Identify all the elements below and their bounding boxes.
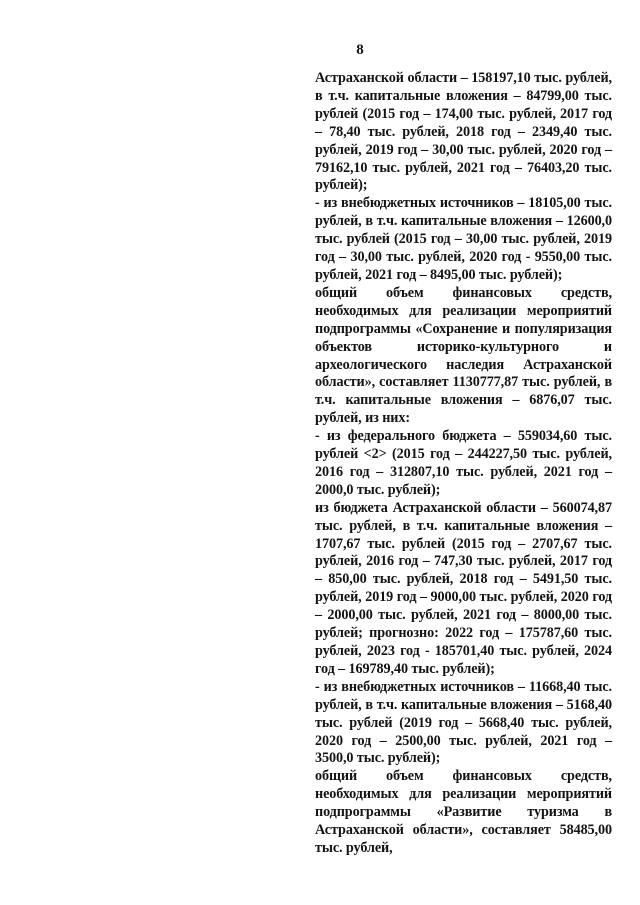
page-number: 8	[356, 42, 364, 58]
paragraph-oblast-budget: из бюджета Астраханской области – 560074,87 тыс. рублей, в т.ч. капитальные вложения – 1707,67 тыс. рублей (2015 год – 2707,67 тыс. рублей, 2016 год – 747,30 тыс. рублей, 2017 год – 850,00 тыс. рублей, 2018 год – 5491,50 тыс. рублей, 2019 год – 9000,00 тыс. рублей, 2020 год – 2000,00 тыс. рублей, 2021 год – 8000,00 тыс. рублей; прогнозно: 2022 год – 175787,60 тыс. рублей, 2023 год - 185701,40 тыс. рублей, 2024 год – 169789,40 тыс. рублей);	[315, 499, 612, 677]
paragraph-oblast-budget-continued: Астраханской области – 158197,10 тыс. рублей, в т.ч. капитальные вложения – 84799,00 тыс. рублей (2015 год – 174,00 тыс. рублей, 2017 год – 78,40 тыс. рублей, 2018 год – 2349,40 тыс. рублей, 2019 год – 30,00 тыс. рублей, 2020 год – 79162,10 тыс. рублей, 2021 год – 76403,20 тыс. рублей);	[315, 70, 612, 194]
paragraph-federal-budget: - из федерального бюджета – 559034,60 тыс. рублей <2> (2015 год – 244227,50 тыс. рублей, 2016 год – 312807,10 тыс. рублей, 2021 год – 2000,0 тыс. рублей);	[315, 428, 612, 498]
paragraph-extrabudgetary-sources-2: - из внебюджетных источников – 11668,40 тыс. рублей, в т.ч. капитальные вложения – 5168,40 тыс. рублей (2019 год – 5668,40 тыс. рублей, 2020 год – 2500,00 тыс. рублей, 2021 год – 3500,0 тыс. рублей);	[315, 678, 612, 767]
paragraph-extrabudgetary-sources: - из внебюджетных источников – 18105,00 тыс. рублей, в т.ч. капитальные вложения – 12600,0 тыс. рублей (2015 год – 30,00 тыс. рублей, 2019 год – 30,00 тыс. рублей, 2020 год - 9550,00 тыс. рублей, 2021 год – 8495,00 тыс. рублей);	[315, 195, 612, 283]
paragraph-tourism-subprogram-total: общий объем финансовых средств, необходимых для реализации мероприятий подпрограммы «Развитие туризма в Астраханской области», составляет 58485,00 тыс. рублей,	[315, 768, 612, 856]
text-column	[315, 70, 612, 858]
paragraph-heritage-subprogram-total: общий объем финансовых средств, необходимых для реализации мероприятий подпрограммы «Сохранение и популяризация объектов историко-культурного и археологического наследия Астраханской области», составляет 1130777,87 тыс. рублей, в т.ч. капитальные вложения – 6876,07 тыс. рублей, из них:	[315, 284, 612, 427]
